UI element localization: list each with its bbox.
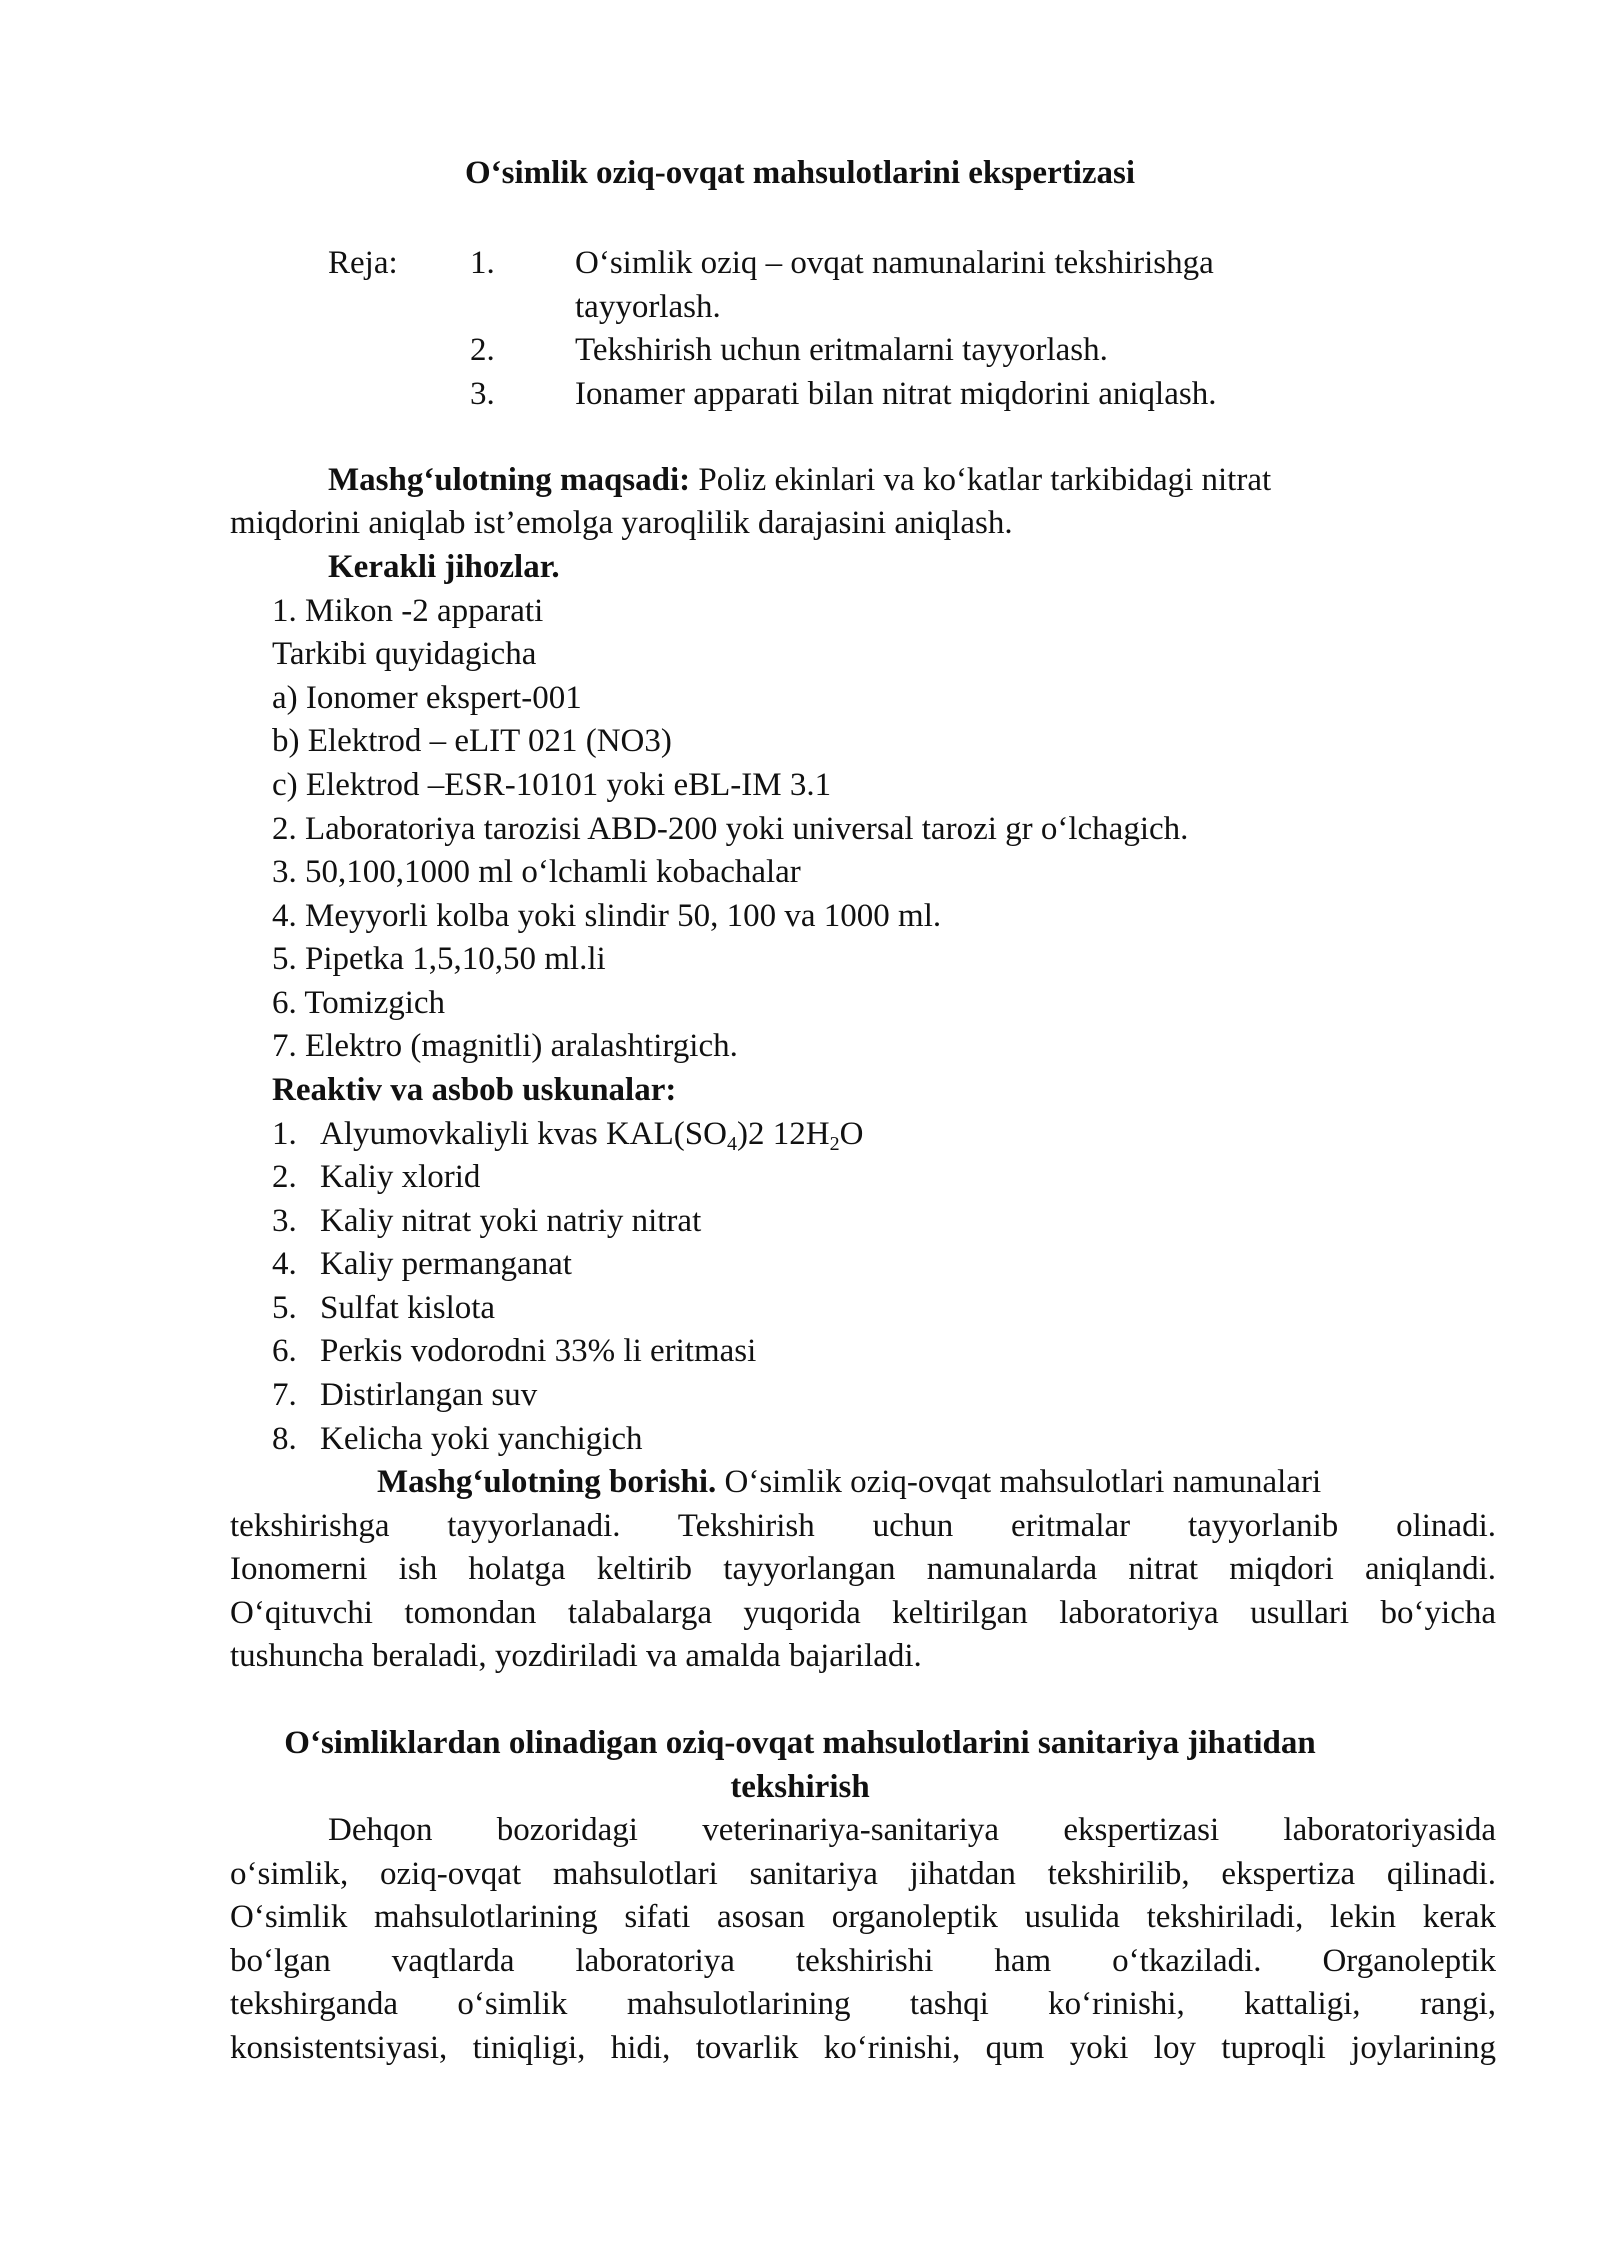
equipment-item: 5. Pipetka 1,5,10,50 ml.li (272, 941, 606, 977)
progress-paragraph-first-line (377, 1461, 1496, 1505)
reagent-item: Perkis vodorodni 33% li eritmasi (320, 1333, 757, 1369)
goal-paragraph-first-line (328, 459, 1496, 503)
reagents-heading: Reaktiv va asbob uskunalar: (272, 1072, 677, 1108)
equipment-heading: Kerakli jihozlar. (328, 549, 560, 585)
section-paragraph-line: tekshirganda o‘simlik mahsulotlarining tashqi ko‘rinishi, kattaligi, rangi, (230, 1986, 1496, 2022)
reagent-item-number: 5. (272, 1290, 297, 1326)
equipment-item: 3. 50,100,1000 ml o‘lchamli kobachalar (272, 854, 801, 890)
reagent-item-number: 1. (272, 1116, 297, 1152)
reagent-item: Sulfat kislota (320, 1290, 496, 1326)
plan-item-continuation: tayyorlash. (575, 289, 721, 325)
reagent-item: Kaliy permanganat (320, 1246, 572, 1282)
section-title: O‘simliklardan olinadigan oziq-ovqat mahsulotlarini sanitariya jihatidan (284, 1725, 1316, 1761)
section-paragraph-line: konsistentsiyasi, tiniqligi, hidi, tovarlik ko‘rinishi, qum yoki loy tuproqli joylarining (230, 2030, 1496, 2066)
equipment-item: 7. Elektro (magnitli) aralashtirgich. (272, 1028, 738, 1064)
goal-label: Mashg‘ulotning maqsadi: (328, 462, 691, 498)
reagent-item: Kelicha yoki yanchigich (320, 1421, 643, 1457)
goal-text: Poliz ekinlari va ko‘katlar tarkibidagi nitrat (698, 462, 1272, 498)
reagent-item: Distirlangan suv (320, 1377, 538, 1413)
progress-line: Ionomerni ish holatga keltirib tayyorlangan namunalarda nitrat miqdori aniqlandi. (230, 1551, 1496, 1587)
reagent-item-number: 7. (272, 1377, 297, 1413)
plan-item-number: 3. (470, 376, 495, 412)
plan-item-text (575, 242, 1480, 286)
section-paragraph-line: o‘simlik, oziq-ovqat mahsulotlari sanitariya jihatdan tekshirilib, ekspertiza qilinadi. (230, 1856, 1496, 1892)
section-title-continuation: tekshirish (730, 1769, 870, 1805)
progress-line: tushuncha beraladi, yozdiriladi va amalda bajariladi. (230, 1638, 922, 1674)
equipment-item: 6. Tomizgich (272, 985, 446, 1021)
section-paragraph-line: bo‘lgan vaqtlarda laboratoriya tekshirishi ham o‘tkaziladi. Organoleptik (230, 1943, 1496, 1979)
progress-text: O‘simlik oziq-ovqat mahsulotlari namunalari (724, 1464, 1322, 1500)
document-title: O‘simlik oziq-ovqat mahsulotlarini ekspertizasi (464, 155, 1136, 191)
reagent-item-number: 3. (272, 1203, 297, 1239)
equipment-item: 4. Meyyorli kolba yoki slindir 50, 100 va 1000 ml. (272, 898, 942, 934)
plan-item-line: O‘simlik oziq – ovqat namunalarini tekshirishga (575, 245, 1214, 281)
reagent-item-number: 6. (272, 1333, 297, 1369)
equipment-item: b) Elektrod – eLIT 021 (NO3) (272, 723, 672, 759)
progress-line: O‘qituvchi tomondan talabalarga yuqorida keltirilgan laboratoriya usullari bo‘yicha (230, 1595, 1496, 1631)
progress-line: tekshirishga tayyorlanadi. Tekshirish uchun eritmalar tayyorlanib olinadi. (230, 1508, 1496, 1544)
reagent-item-formula: Alyumovkaliyli kvas $KAL(SO_4)2$ $12H_2O$ (320, 1116, 864, 1155)
reagent-item: Kaliy xlorid (320, 1159, 481, 1195)
reagent-item: Kaliy nitrat yoki natriy nitrat (320, 1203, 702, 1239)
reagent-item-number: 4. (272, 1246, 297, 1282)
equipment-item: 2. Laboratoriya tarozisi ABD-200 yoki universal tarozi gr o‘lchagich. (272, 811, 1189, 847)
equipment-item: 1. Mikon -2 apparati (272, 593, 544, 629)
equipment-item: Tarkibi quyidagicha (272, 636, 537, 672)
plan-label: Reja: (328, 245, 398, 281)
equipment-item: a) Ionomer ekspert-001 (272, 680, 582, 716)
goal-text-continuation: miqdorini aniqlab ist’emolga yaroqlilik darajasini aniqlash. (230, 505, 1013, 541)
reagent-item-number: 8. (272, 1421, 297, 1457)
equipment-item: c) Elektrod –ESR-10101 yoki eBL-IM 3.1 (272, 767, 832, 803)
section-paragraph-line: Dehqon bozoridagi veterinariya-sanitariya ekspertizasi laboratoriyasida (328, 1812, 1496, 1848)
plan-item-number: 2. (470, 332, 495, 368)
progress-label: Mashg‘ulotning borishi. (377, 1464, 717, 1500)
section-paragraph-line: O‘simlik mahsulotlarining sifati asosan organoleptik usulida tekshiriladi, lekin kerak (230, 1899, 1496, 1935)
plan-item-number: 1. (470, 245, 495, 281)
plan-item-text: Tekshirish uchun eritmalarni tayyorlash. (575, 332, 1108, 368)
reagent-item-number: 2. (272, 1159, 297, 1195)
plan-item-text: Ionamer apparati bilan nitrat miqdorini aniqlash. (575, 376, 1217, 412)
